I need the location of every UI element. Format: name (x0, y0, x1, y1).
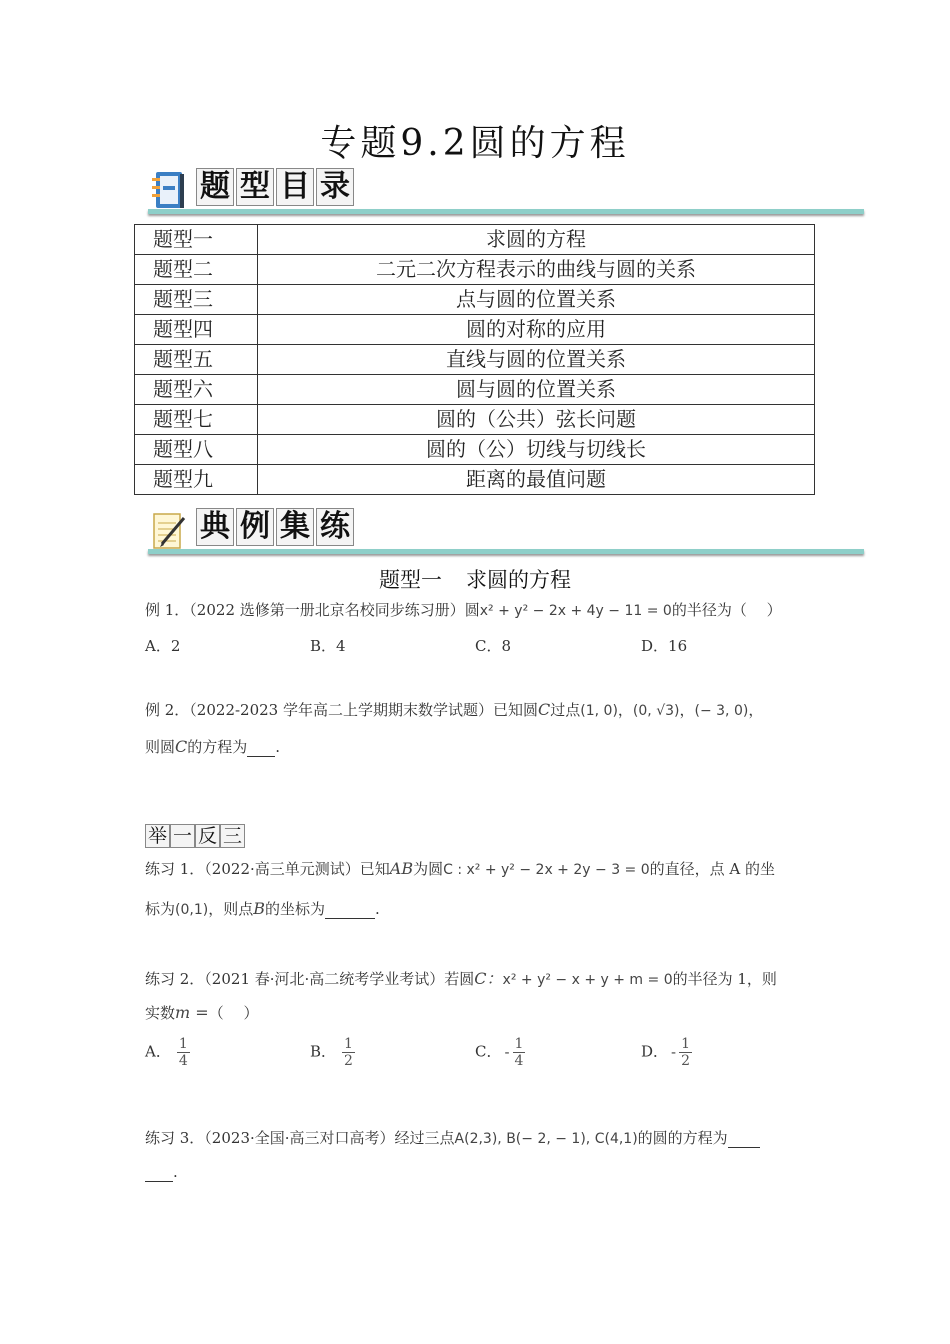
example-1-question: 例 1．（2022 选修第一册北京名校同步练习册）圆x² + y² − 2x + 4y − 11 = 0的半径为（ ） (145, 601, 782, 619)
banner-char: 录 (316, 168, 354, 206)
fraction: $\frac{1}{4}$ (514, 1036, 524, 1069)
answer-blank (728, 1129, 760, 1148)
toc-topic: 距离的最值问题 (258, 465, 815, 495)
option-b: B． $\frac{1}{2}$ (310, 1036, 353, 1069)
answer-blank (145, 1163, 173, 1182)
answer-blank (247, 738, 275, 757)
toc-type: 题型四 (135, 315, 258, 345)
practice-2-question: 练习 2．（2021 春·河北·高二统考学业考试）若圆C：x² + y² − x + y + m = 0的半径为 1，则 (145, 969, 777, 988)
practice-3-question: 练习 3．（2023·全国·高三对口高考）经过三点A(2,3), B(− 2, − 1), C(4,1)的圆的方程为 (145, 1127, 760, 1148)
toc-type: 题型五 (135, 345, 258, 375)
fraction: $\frac{1}{2}$ (344, 1036, 353, 1069)
tag-char: 反 (195, 824, 220, 848)
toc-row (135, 225, 815, 255)
example-2-question: 例 2．（2022-2023 学年高二上学期期末数学试题）已知圆C过点(1, 0)，(0, √3)，(− 3, 0)， (145, 700, 764, 719)
toc-type: 题型三 (135, 285, 258, 315)
practice-1-question: 练习 1．（2022·高三单元测试）已知AB为圆C : x² + y² − 2x + 2y − 3 = 0的直径，点 A 的坐 (145, 859, 776, 878)
section-name: 求圆的方程 (466, 568, 571, 592)
banner-char: 例 (236, 508, 274, 546)
option-a: A．2 (145, 637, 181, 655)
tag-char: 举 (145, 824, 170, 848)
equation: C : x² + y² − 2x + 2y − 3 = 0 (443, 862, 650, 878)
toc-row (135, 405, 815, 435)
toc-topic: 直线与圆的位置关系 (258, 345, 815, 375)
section-heading (0, 564, 950, 594)
notebook-icon (150, 170, 188, 210)
toc-row (135, 255, 815, 285)
banner-char: 型 (236, 168, 274, 206)
tag-char: 一 (170, 824, 195, 848)
toc-row (135, 375, 815, 405)
toc-topic: 二元二次方程表示的曲线与圆的关系 (258, 255, 815, 285)
practice-2-question-line2: 实数m =（ ） (145, 1003, 259, 1022)
equation: x² + y² − x + y + m = 0 (502, 972, 673, 988)
option-c: C． - $\frac{1}{4}$ (475, 1036, 524, 1069)
toc-banner (148, 168, 864, 214)
toc-topic: 圆与圆的位置关系 (258, 375, 815, 405)
toc-table (134, 224, 815, 495)
banner-divider (148, 549, 864, 554)
toc-type: 题型六 (135, 375, 258, 405)
option-d: D．16 (641, 637, 688, 655)
banner-divider (148, 209, 864, 214)
banner-char: 典 (196, 508, 234, 546)
toc-type: 题型八 (135, 435, 258, 465)
toc-type: 题型九 (135, 465, 258, 495)
toc-topic: 点与圆的位置关系 (258, 285, 815, 315)
examples-banner (148, 508, 864, 554)
tag-char: 三 (220, 824, 245, 848)
toc-topic: 圆的（公）切线与切线长 (258, 435, 815, 465)
toc-topic: 圆的（公共）弦长问题 (258, 405, 815, 435)
practice-1-question-line2: 标为(0,1)，则点B的坐标为 . (145, 899, 380, 918)
banner-char: 题 (196, 168, 234, 206)
practice-tag (145, 824, 245, 848)
toc-topic: 圆的对称的应用 (258, 315, 815, 345)
notepad-pen-icon (150, 510, 188, 550)
toc-row (135, 435, 815, 465)
equation: x² + y² − 2x + 4y − 11 = 0 (479, 603, 672, 619)
banner-char: 练 (316, 508, 354, 546)
option-b: B．4 (310, 637, 346, 655)
toc-row (135, 345, 815, 375)
option-a: A． $\frac{1}{4}$ (145, 1036, 188, 1069)
section-label: 题型一 (379, 568, 442, 592)
answer-blank (325, 900, 375, 919)
toc-type: 题型一 (135, 225, 258, 255)
toc-topic: 求圆的方程 (258, 225, 815, 255)
toc-type: 题型七 (135, 405, 258, 435)
fraction: $\frac{1}{2}$ (681, 1036, 691, 1069)
banner-char: 目 (276, 168, 314, 206)
fraction: $\frac{1}{4}$ (178, 1036, 188, 1069)
toc-row (135, 285, 815, 315)
page-title: 专题9.2圆的方程 (320, 123, 630, 164)
toc-type: 题型二 (135, 255, 258, 285)
toc-row (135, 465, 815, 495)
option-d: D． - $\frac{1}{2}$ (641, 1036, 691, 1069)
practice-3-question-line2: . (145, 1163, 178, 1182)
option-c: C．8 (475, 637, 512, 655)
banner-char: 集 (276, 508, 314, 546)
example-2-question-line2: 则圆C的方程为 . (145, 737, 281, 756)
toc-row (135, 315, 815, 345)
